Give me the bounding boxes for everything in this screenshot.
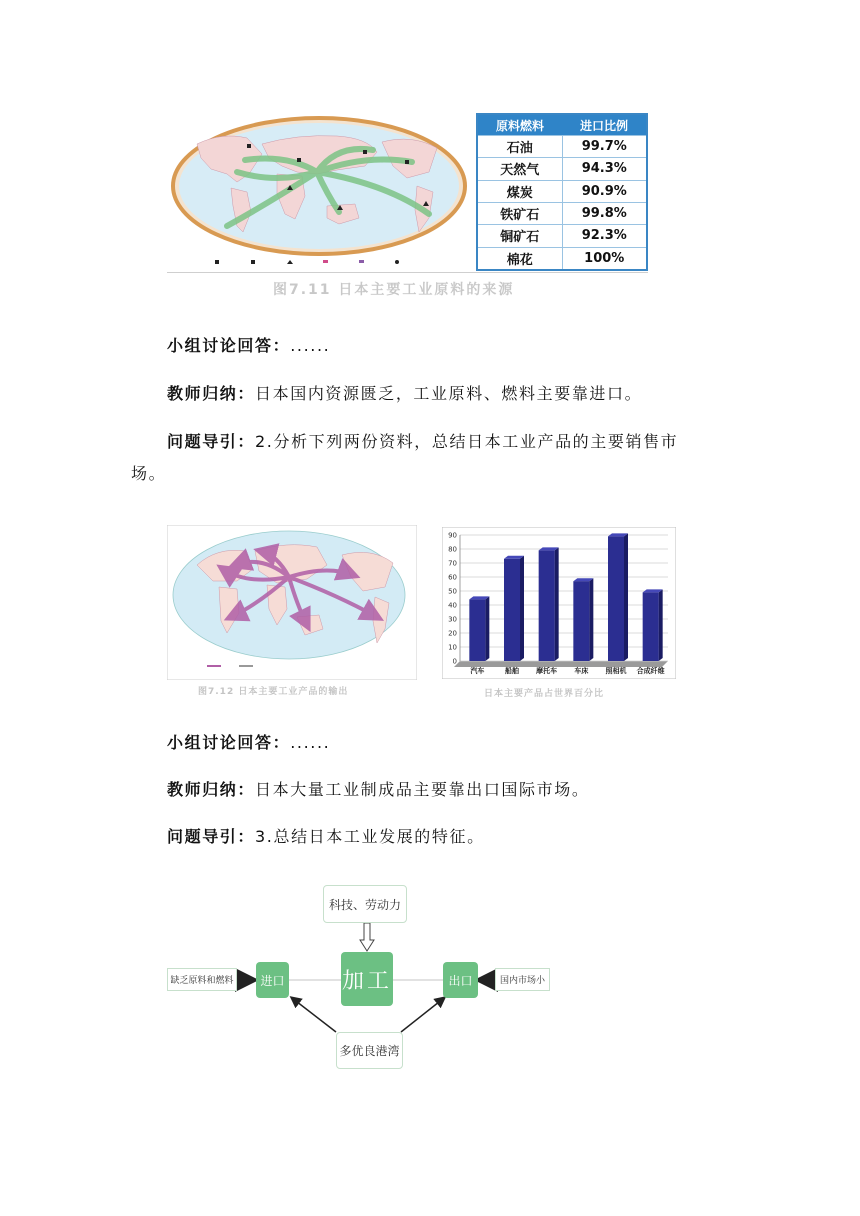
- teacher-label: 教师归纳：: [167, 780, 256, 799]
- x-tick-label: 船舶: [505, 667, 519, 675]
- good-harbors-box: 多优良港湾: [336, 1032, 403, 1069]
- discussion-dots: ......: [290, 733, 331, 752]
- teacher-text-2: 日本大量工业制成品主要靠出口国际市场。: [255, 780, 590, 799]
- y-tick-label: 40: [448, 601, 457, 610]
- export-box: 出口: [443, 962, 478, 998]
- discussion-label: 小组讨论回答：: [167, 733, 291, 752]
- guide-label: 问题导引：: [167, 827, 256, 846]
- material-name: 石油: [478, 136, 562, 158]
- x-tick-label: 照相机: [605, 667, 627, 675]
- discussion-dots: ......: [290, 336, 331, 355]
- import-ratio: 99.7%: [562, 136, 646, 158]
- x-tick-label: 车床: [574, 667, 589, 675]
- x-tick-label: 汽车: [470, 667, 485, 675]
- teacher-label: 教师归纳：: [167, 384, 256, 403]
- processing-box: 加工: [341, 952, 393, 1006]
- y-tick-label: 30: [448, 615, 457, 624]
- guide-label: 问题导引：: [167, 432, 256, 451]
- y-tick-label: 70: [448, 559, 457, 568]
- import-ratio: 90.9%: [562, 180, 646, 202]
- table-header: 原料燃料: [478, 115, 562, 136]
- import-ratio: 94.3%: [562, 158, 646, 180]
- y-tick-label: 10: [448, 643, 457, 652]
- material-name: 铜矿石: [478, 225, 562, 247]
- y-tick-label: 50: [448, 587, 457, 596]
- x-tick-label: 合成纤维: [636, 667, 665, 675]
- guide-question-2-cont: 场。: [131, 464, 167, 483]
- teacher-text-1: 日本国内资源匮乏，工业原料、燃料主要靠进口。: [255, 384, 643, 403]
- import-ratio: 92.3%: [562, 225, 646, 247]
- figure1-caption: 图7.11 日本主要工业原料的来源: [273, 282, 515, 298]
- y-tick-label: 90: [448, 531, 457, 540]
- material-name: 天然气: [478, 158, 562, 180]
- y-tick-label: 20: [448, 629, 457, 638]
- y-tick-label: 60: [448, 573, 457, 582]
- guide-text-3: 3.总结日本工业发展的特征。: [255, 827, 485, 846]
- import-ratio: 99.8%: [562, 202, 646, 224]
- small-domestic-market-box: 国内市场小: [495, 968, 550, 991]
- material-name: 棉花: [478, 247, 562, 269]
- material-name: 煤炭: [478, 180, 562, 202]
- x-tick-label: 摩托车: [536, 667, 558, 675]
- discussion-label: 小组讨论回答：: [167, 336, 291, 355]
- import-ratio: 100%: [562, 247, 646, 269]
- guide-text-2: 2.分析下列两份资料，总结日本工业产品的主要销售市: [255, 432, 679, 451]
- table-header: 进口比例: [562, 115, 646, 136]
- figure2-map-caption: 图7.12 日本主要工业产品的输出: [198, 687, 349, 697]
- figure2-chart-caption: 日本主要产品占世界百分比: [484, 689, 605, 699]
- material-name: 铁矿石: [478, 202, 562, 224]
- y-tick-label: 0: [452, 657, 457, 666]
- lack-resources-box: 缺乏原料和燃料: [167, 968, 237, 991]
- import-box: 进口: [256, 962, 289, 998]
- tech-labor-box: 科技、劳动力: [323, 885, 407, 923]
- y-tick-label: 80: [448, 545, 457, 554]
